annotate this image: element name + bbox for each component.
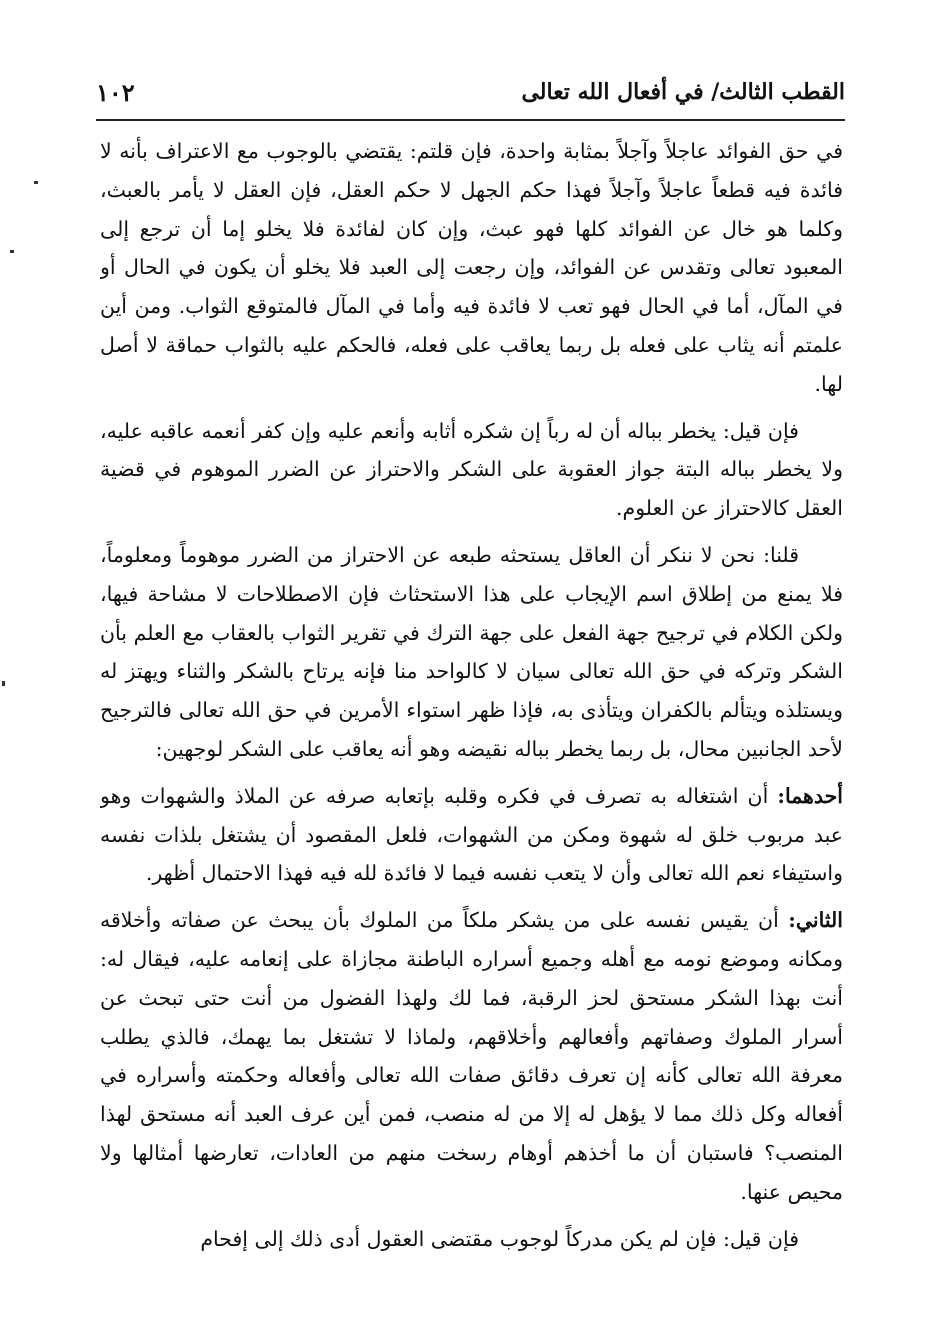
header-rule <box>96 119 845 121</box>
paragraph <box>100 412 843 528</box>
paragraph-text: قلنا: نحن لا ننكر أن العاقل يستحثه طبعه عن الاحتراز من الضرر موهوماً ومعلوماً، فلا يمنع من إطلاق اسم الإيجاب على هذا الاستحثاث فإن الاصطلاحات لا مشاحة فيها، ولكن الكلام في ترجيح جهة الفعل على جهة الترك في تقرير الثواب بالعقاب مع العلم بأن الشكر وتركه في حق الله تعالى سيان لا كالواحد منا فإنه يرتاح بالشكر والثناء ويهتز له ويستلذه ويتألم بالكفران ويتأذى به، فإذا ظهر استواء الأمرين في حق الله تعالى فالترجيح لأحد الجانبين محال، بل ربما يخطر بباله نقيضه وهو أنه يعاقب على الشكر لوجهين: <box>100 542 843 761</box>
paragraph-text: فإن قيل: يخطر بباله أن له رباً إن شكره أثابه وأنعم عليه وإن كفر أنعمه عاقبه عليه، ولا يخطر بباله البتة جواز العقوبة على الشكر والاحتراز عن الضرر الموهوم في قضية العقل كالاحتراز عن العلوم. <box>100 418 843 521</box>
paragraph <box>100 777 843 893</box>
paragraph <box>100 901 843 1211</box>
body-text <box>100 132 843 1324</box>
paragraph-lead: الثاني: <box>788 908 843 933</box>
paragraph <box>100 1220 843 1259</box>
paragraph-text: في حق الفوائد عاجلاً وآجلاً بمثابة واحدة، فإن قلتم: يقتضي بالوجوب مع الاعتراف بأنه لا فائدة فيه قطعاً عاجلاً وآجلاً فهذا حكم الجهل لا حكم العقل، فإن العقل لا يأمر بالعبث، وكلما هو خال عن الفوائد كلها فهو عبث، وإن كان لفائدة فلا يخلو إما أن ترجع إلى المعبود تعالى وتقدس عن الفوائد، وإن رجعت إلى العبد فلا يخلو أن يكون في الحال أو في المآل، أما في الحال فهو تعب لا فائدة فيه وأما في المآل فالمتوقع الثواب. ومن أين علمتم أنه يثاب على فعله بل ربما يعاقب على فعله، فالحكم عليه بالثواب حماقة لا أصل لها. <box>100 139 843 396</box>
paragraph <box>100 132 843 404</box>
paragraph-text: فإن قيل: فإن لم يكن مدركاً لوجوب مقتضى العقول أدى ذلك إلى إفحام <box>200 1226 799 1251</box>
running-title: القطب الثالث/ في أفعال الله تعالى <box>521 79 845 105</box>
margin-speck <box>34 181 38 184</box>
paragraph-text: أن اشتغاله به تصرف في فكره وقلبه بإتعابه صرفه عن الملاذ والشهوات وهو عبد مربوب خلق له شهوة ومكن من الشهوات، فلعل المقصود أن يشتغل بلذات نفسه واستيفاء نعم الله تعالى وأن لا يتعب نفسه فيما لا فائدة لله فيه فهذا الاحتمال أظهر. <box>100 783 843 886</box>
margin-speck <box>2 681 5 686</box>
page-header <box>96 72 845 112</box>
page-number: ١٠٢ <box>96 77 135 107</box>
paragraph <box>100 536 843 769</box>
paragraph-text: أن يقيس نفسه على من يشكر ملكاً من الملوك بأن يبحث عن صفاته وأخلاقه ومكانه وموضع نومه مع أهله وجميع أسراره الباطنة مجازاة على إنعامه عليه، فيقال له: أنت بهذا الشكر مستحق لحز الرقبة، فما لك ولهذا الفضول من أنت حتى تبحث عن أسرار الملوك وصفاتهم وأفعالهم وأخلاقهم، ولماذا لا تشتغل بما يهمك، فالذي يطلب معرفة الله تعالى كأنه إن تعرف دقائق صفات الله تعالى وأفعاله وحكمته وأسراره في أفعاله وكل ذلك مما لا يؤهل له إلا من له منصب، فمن أين عرف العبد أنه مستحق لهذا المنصب؟ فاستبان أن ما أخذهم أوهام رسخت منهم من العادات، تعارضها أمثالها ولا محيص عنها. <box>100 908 843 1204</box>
margin-speck <box>10 250 14 253</box>
paragraph-lead: أحدهما: <box>777 783 843 808</box>
